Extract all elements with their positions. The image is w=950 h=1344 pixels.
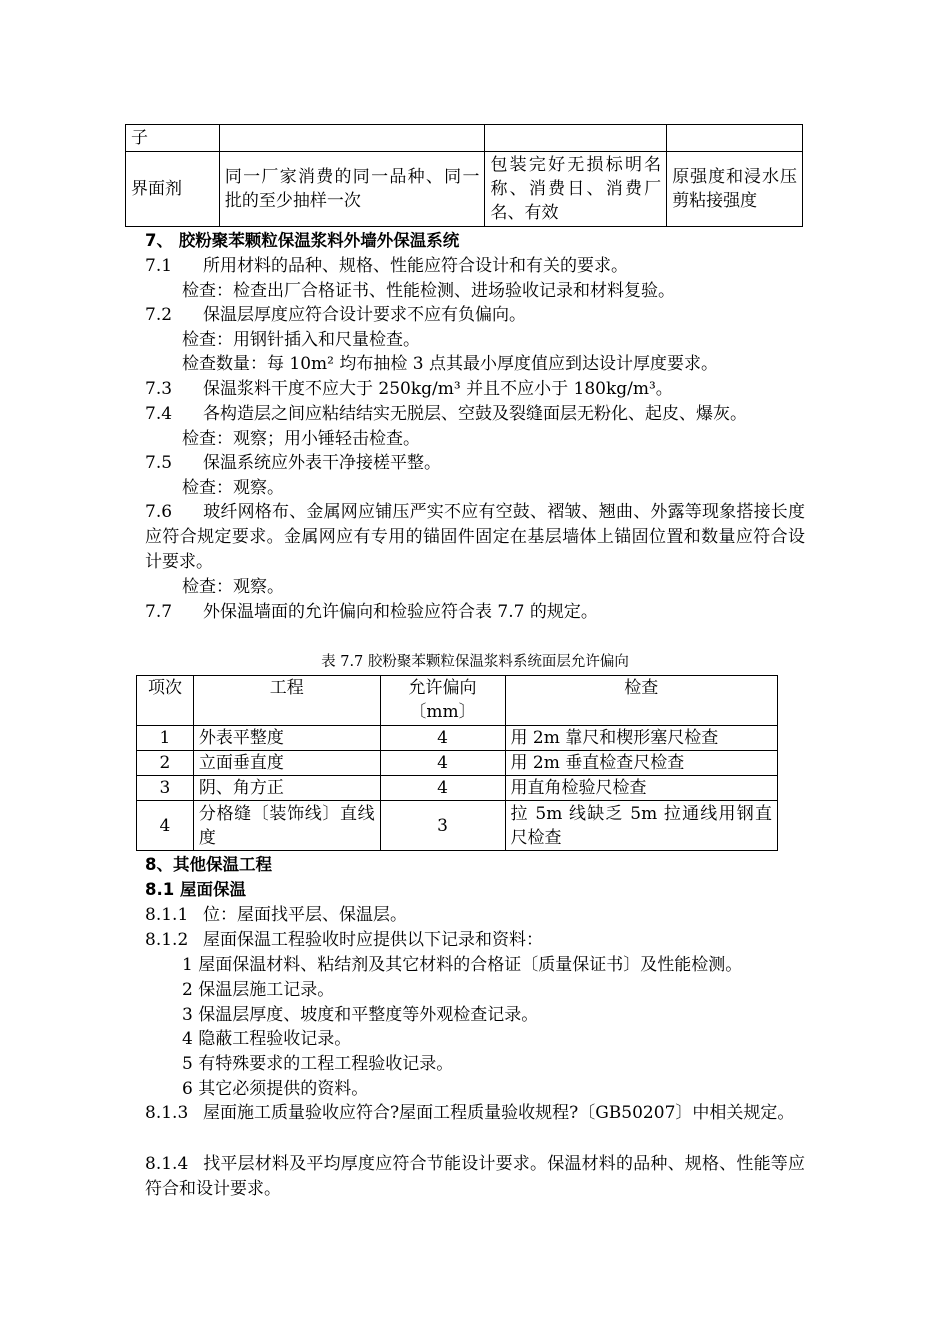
column-header: 允许偏向〔mm〕 xyxy=(380,676,505,726)
section-8-heading: 8、其他保温工程 xyxy=(145,855,272,874)
clause-7-3: 7.3 保温浆料干度不应大于 250kg/m³ 并且不应小于 180kg/m³。 xyxy=(145,379,673,399)
table-cell: 拉 5m 线缺乏 5m 拉通线用钢直尺检查 xyxy=(505,801,777,851)
clause-8-1-2: 8.1.2 屋面保温工程验收时应提供以下记录和资料： xyxy=(145,930,543,950)
table-cell: 3 xyxy=(380,801,505,851)
check-note: 检查：检查出厂合格证书、性能检测、进场验收记录和材料复验。 xyxy=(182,281,675,301)
table-cell: 立面垂直度 xyxy=(193,751,380,776)
check-note: 检查：观察；用小锤轻击检查。 xyxy=(182,429,420,449)
table-cell xyxy=(667,125,803,152)
material-sampling-table xyxy=(125,124,803,227)
check-quantity-note: 检查数量：每 10m² 均布抽检 3 点其最小厚度值应到达设计厚度要求。 xyxy=(182,354,718,374)
table-cell xyxy=(219,125,485,152)
list-item: 6 其它必须提供的资料。 xyxy=(182,1079,369,1099)
table-cell: 阴、角方正 xyxy=(193,776,380,801)
check-note: 检查：用钢针插入和尺量检查。 xyxy=(182,330,420,350)
table-cell: 用直角检验尺检查 xyxy=(505,776,777,801)
table-row xyxy=(137,776,778,801)
list-item: 3 保温层厚度、坡度和平整度等外观检查记录。 xyxy=(182,1005,539,1025)
table-row xyxy=(126,125,803,152)
table-cell: 界面剂 xyxy=(126,152,220,227)
table-cell: 包装完好无损标明名称、消费日、消费厂名、有效 xyxy=(485,152,667,227)
table-cell: 4 xyxy=(380,751,505,776)
section-7-heading: 7、 胶粉聚苯颗粒保温浆料外墙外保温系统 xyxy=(145,231,460,250)
table-cell xyxy=(485,125,667,152)
check-note: 检查：观察。 xyxy=(182,577,284,597)
clause-7-4: 7.4 各构造层之间应粘结结实无脱层、空鼓及裂缝面层无粉化、起皮、爆灰。 xyxy=(145,404,747,424)
table-cell: 外表平整度 xyxy=(193,726,380,751)
table-cell: 用 2m 靠尺和楔形塞尺检查 xyxy=(505,726,777,751)
section-8-1-heading: 8.1 屋面保温 xyxy=(145,880,246,899)
table-cell: 用 2m 垂直检查尺检查 xyxy=(505,751,777,776)
table-row xyxy=(126,152,803,227)
clause-7-1: 7.1 所用材料的品种、规格、性能应符合设计和有关的要求。 xyxy=(145,256,628,276)
table-row xyxy=(137,751,778,776)
table-cell: 2 xyxy=(137,751,194,776)
table-header-row xyxy=(137,676,778,726)
list-item: 4 隐蔽工程验收记录。 xyxy=(182,1029,352,1049)
allowable-deviation-table xyxy=(136,675,778,851)
clause-8-1-1: 8.1.1 位：屋面找平层、保温层。 xyxy=(145,905,407,925)
column-header: 项次 xyxy=(137,676,194,726)
column-header: 工程 xyxy=(193,676,380,726)
list-item: 5 有特殊要求的工程工程验收记录。 xyxy=(182,1054,454,1074)
list-item: 2 保温层施工记录。 xyxy=(182,980,335,1000)
clause-8-1-4: 8.1.4 找平层材料及平均厚度应符合节能设计要求。保温材料的品种、规格、性能等应符合和设计要求。 xyxy=(145,1154,805,1199)
table-cell: 分格缝〔装饰线〕直线度 xyxy=(193,801,380,851)
table-row xyxy=(137,726,778,751)
clause-7-2: 7.2 保温层厚度应符合设计要求不应有负偏向。 xyxy=(145,305,526,325)
table-row xyxy=(137,801,778,851)
table-cell: 3 xyxy=(137,776,194,801)
table-cell: 4 xyxy=(137,801,194,851)
clause-7-5: 7.5 保温系统应外表干净接槎平整。 xyxy=(145,453,441,473)
table-cell: 4 xyxy=(380,776,505,801)
table-cell: 子 xyxy=(126,125,220,152)
table-caption: 表 7.7 胶粉聚苯颗粒保温浆料系统面层允许偏向 xyxy=(321,654,629,670)
clause-7-6: 7.6 玻纤网格布、金属网应铺压严实不应有空鼓、褶皱、翘曲、外露等现象搭接长度应符合规定要求。金属网应有专用的锚固件固定在基层墙体上锚固位置和数量应符合设计要求。 xyxy=(145,502,805,572)
column-header: 检查 xyxy=(505,676,777,726)
table-cell: 1 xyxy=(137,726,194,751)
check-note: 检查：观察。 xyxy=(182,478,284,498)
table-cell: 同一厂家消费的同一品种、同一批的至少抽样一次 xyxy=(219,152,485,227)
table-cell: 4 xyxy=(380,726,505,751)
table-cell: 原强度和浸水压剪粘接强度 xyxy=(667,152,803,227)
clause-8-1-3: 8.1.3 屋面施工质量验收应符合?屋面工程质量验收规程?〔GB50207〕中相关规定。 xyxy=(145,1103,795,1123)
list-item: 1 屋面保温材料、粘结剂及其它材料的合格证〔质量保证书〕及性能检测。 xyxy=(182,955,743,975)
clause-7-7: 7.7 外保温墙面的允许偏向和检验应符合表 7.7 的规定。 xyxy=(145,602,598,622)
